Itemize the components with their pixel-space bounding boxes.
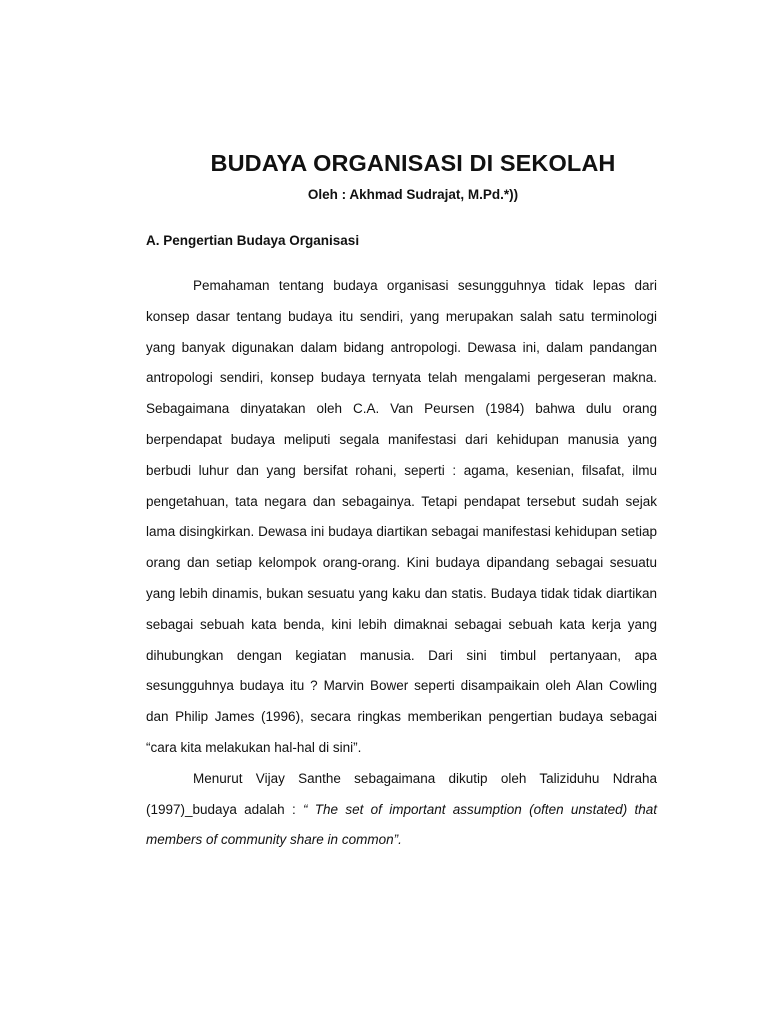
paragraph-2-quote: “ The set of important assumption (often unstated) that members of community share in common”. [146,801,657,848]
paragraph-2-lead: Menurut Vijay Santhe sebagaimana dikutip oleh Taliziduhu Ndraha (1997)_budaya adalah : [146,770,657,817]
paragraph-1: Pemahaman tentang budaya organisasi sesungguhnya tidak lepas dari konsep dasar tentang budaya itu sendiri, yang merupakan salah satu terminologi yang banyak digunakan dalam bidang antropologi. Dewasa ini, dalam pandangan antropologi sendiri, konsep budaya ternyata telah mengalami pergeseran makna. Sebagaimana dinyatakan oleh C.A. Van Peursen (1984) bahwa dulu orang berpendapat budaya meliputi segala manifestasi dari kehidupan manusia yang berbudi luhur dan yang bersifat rohani, seperti : agama, kesenian, filsafat, ilmu pengetahuan, tata negara dan sebagainya. Tetapi pendapat tersebut sudah sejak lama disingkirkan. Dewasa ini budaya diartikan sebagai manifestasi kehidupan setiap orang dan setiap kelompok orang-orang. Kini budaya dipandang sebagai sesuatu yang lebih dinamis, bukan sesuatu yang kaku dan statis. Budaya tidak tidak diartikan sebagai sebuah kata benda, kini lebih dimaknai sebagai sebuah kata kerja yang dihubungkan dengan kegiatan manusia. Dari sini timbul pertanyaan, apa sesungguhnya budaya itu ? Marvin Bower seperti disampaikain oleh Alan Cowling dan Philip James (1996), secara ringkas memberikan pengertian budaya sebagai “cara kita melakukan hal-hal di sini”. [146,278,657,755]
document-author: Oleh : Akhmad Sudrajat, M.Pd.*)) [307,187,519,202]
document-body [146,271,657,856]
paragraph-2 [146,764,657,856]
section-heading: A. Pengertian Budaya Organisasi [146,233,360,248]
document-title: BUDAYA ORGANISASI DI SEKOLAH [210,150,616,176]
